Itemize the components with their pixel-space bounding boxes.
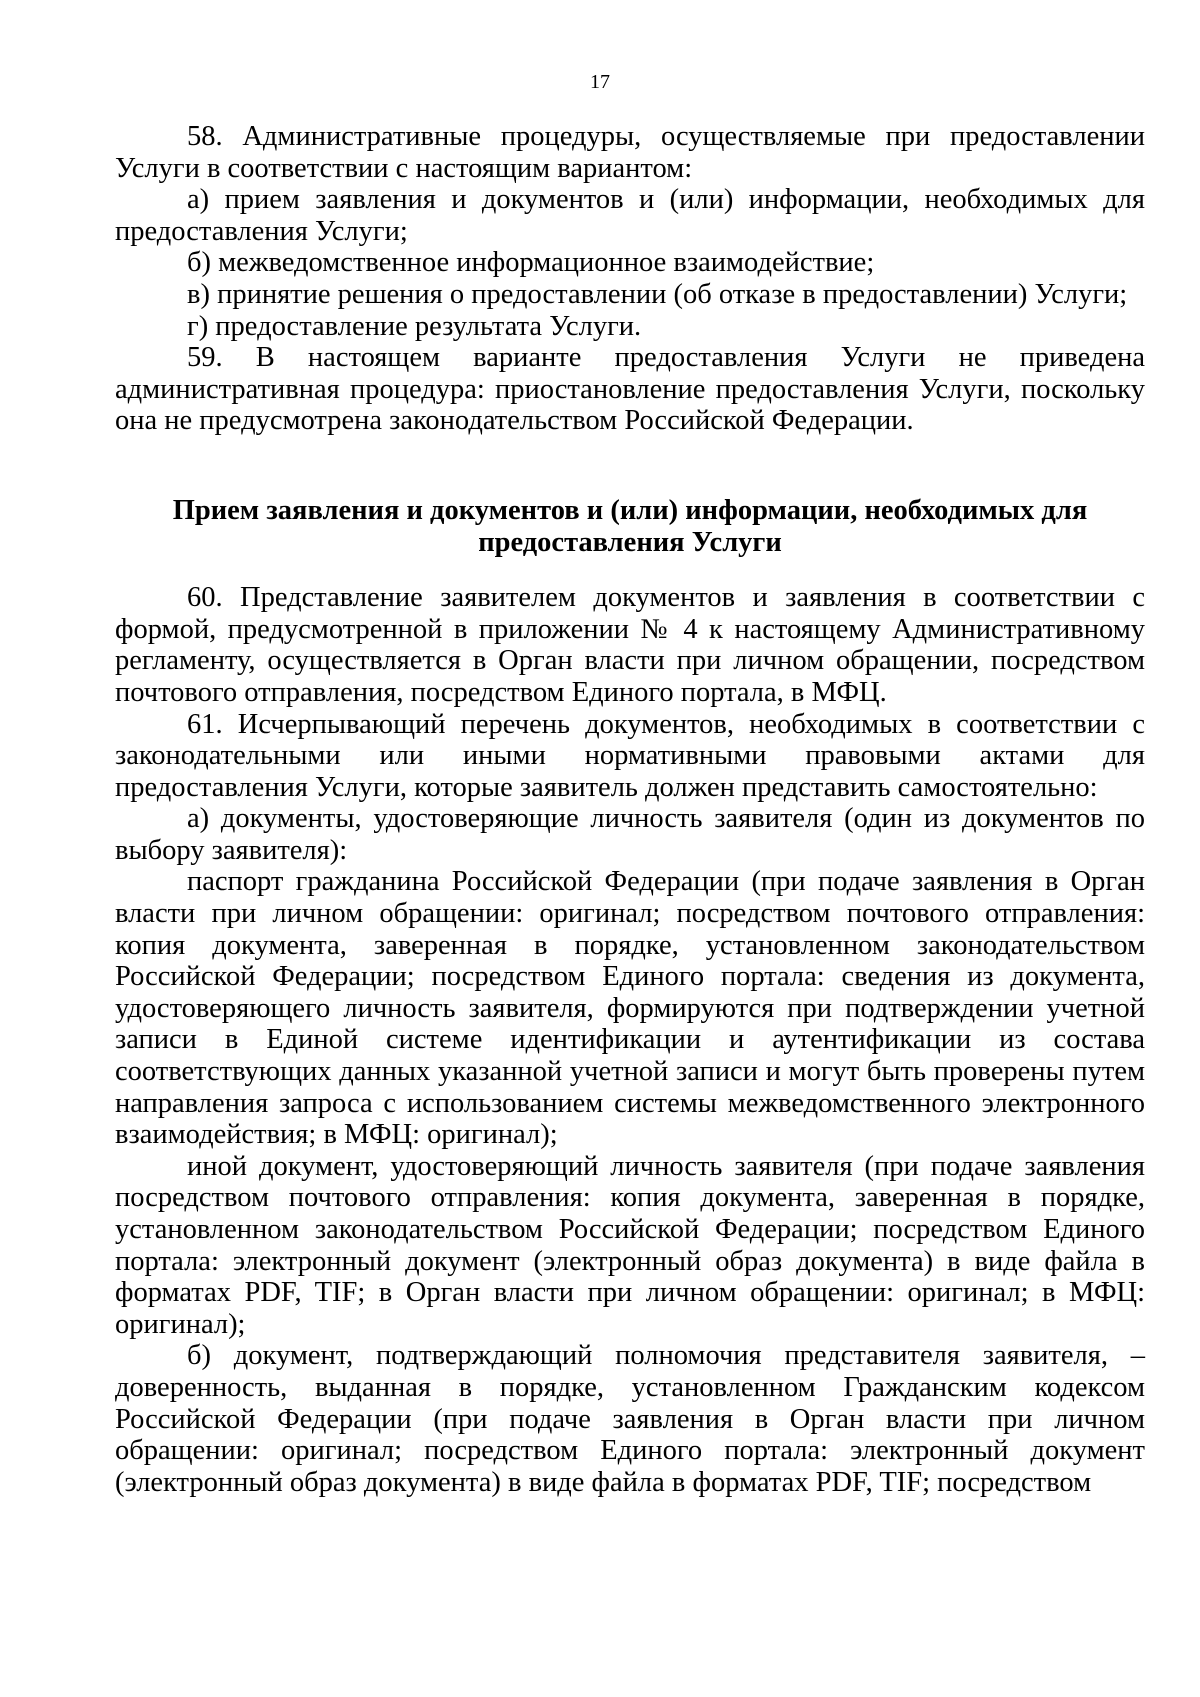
section-heading: Прием заявления и документов и (или) информации, необходимых для предоставления Услуги xyxy=(172,494,1088,558)
page-number: 17 xyxy=(590,71,610,93)
paragraph-60: 60. Представление заявителем документов и заявления в соответствии с формой, предусмотренной в приложении № 4 к настоящему Административному регламенту, осуществляется в Орган власти при личном обращении, посредством почтового отправления, посредством Единого портала, в МФЦ. xyxy=(115,582,1145,708)
document-body xyxy=(115,121,1145,1498)
list-item-a: а) прием заявления и документов и (или) информации, необходимых для предоставления Услуги; xyxy=(115,184,1145,247)
list-item-b-power-of-attorney: б) документ, подтверждающий полномочия представителя заявителя, – доверенность, выданная в порядке, установленном Гражданским кодексом Российской Федерации (при подаче заявления в Орган власти при личном обращении: оригинал; посредством Единого портала: электронный документ (электронный образ документа) в виде файла в форматах PDF, TIF; посредством xyxy=(115,1340,1145,1498)
list-item-a-documents: а) документы, удостоверяющие личность заявителя (один из документов по выбору заявителя): xyxy=(115,803,1145,866)
paragraph-61: 61. Исчерпывающий перечень документов, необходимых в соответствии с законодательными или иными нормативными правовыми актами для предоставления Услуги, которые заявитель должен представить самостоятельно: xyxy=(115,708,1145,803)
paragraph-59: 59. В настоящем варианте предоставления Услуги не приведена административная процедура: приостановление предоставления Услуги, поскольку она не предусмотрена законодательством Российской Федерации. xyxy=(115,342,1145,437)
passport-paragraph: паспорт гражданина Российской Федерации (при подаче заявления в Орган власти при личном обращении: оригинал; посредством почтового отправления: копия документа, заверенная в порядке, установленном законодательством Российской Федерации; посредством Единого портала: сведения из документа, удостоверяющего личность заявителя, формируются при подтверждении учетной записи в Единой системе идентификации и аутентификации из состава соответствующих данных указанной учетной записи и могут быть проверены путем направления запроса с использованием системы межведомственного электронного взаимодействия; в МФЦ: оригинал); xyxy=(115,866,1145,1151)
paragraph-58: 58. Административные процедуры, осуществляемые при предоставлении Услуги в соответствии с настоящим вариантом: xyxy=(115,121,1145,184)
other-id-paragraph: иной документ, удостоверяющий личность заявителя (при подаче заявления посредством почтового отправления: копия документа, заверенная в порядке, установленном законодательством Российской Федерации; посредством Единого портала: электронный документ (электронный образ документа) в виде файла в форматах PDF, TIF; в Орган власти при личном обращении: оригинал; в МФЦ: оригинал); xyxy=(115,1150,1145,1340)
list-item-g: г) предоставление результата Услуги. xyxy=(187,310,642,342)
list-item-b: б) межведомственное информационное взаимодействие; xyxy=(187,247,875,279)
list-item-v: в) принятие решения о предоставлении (об отказе в предоставлении) Услуги; xyxy=(187,278,1128,310)
